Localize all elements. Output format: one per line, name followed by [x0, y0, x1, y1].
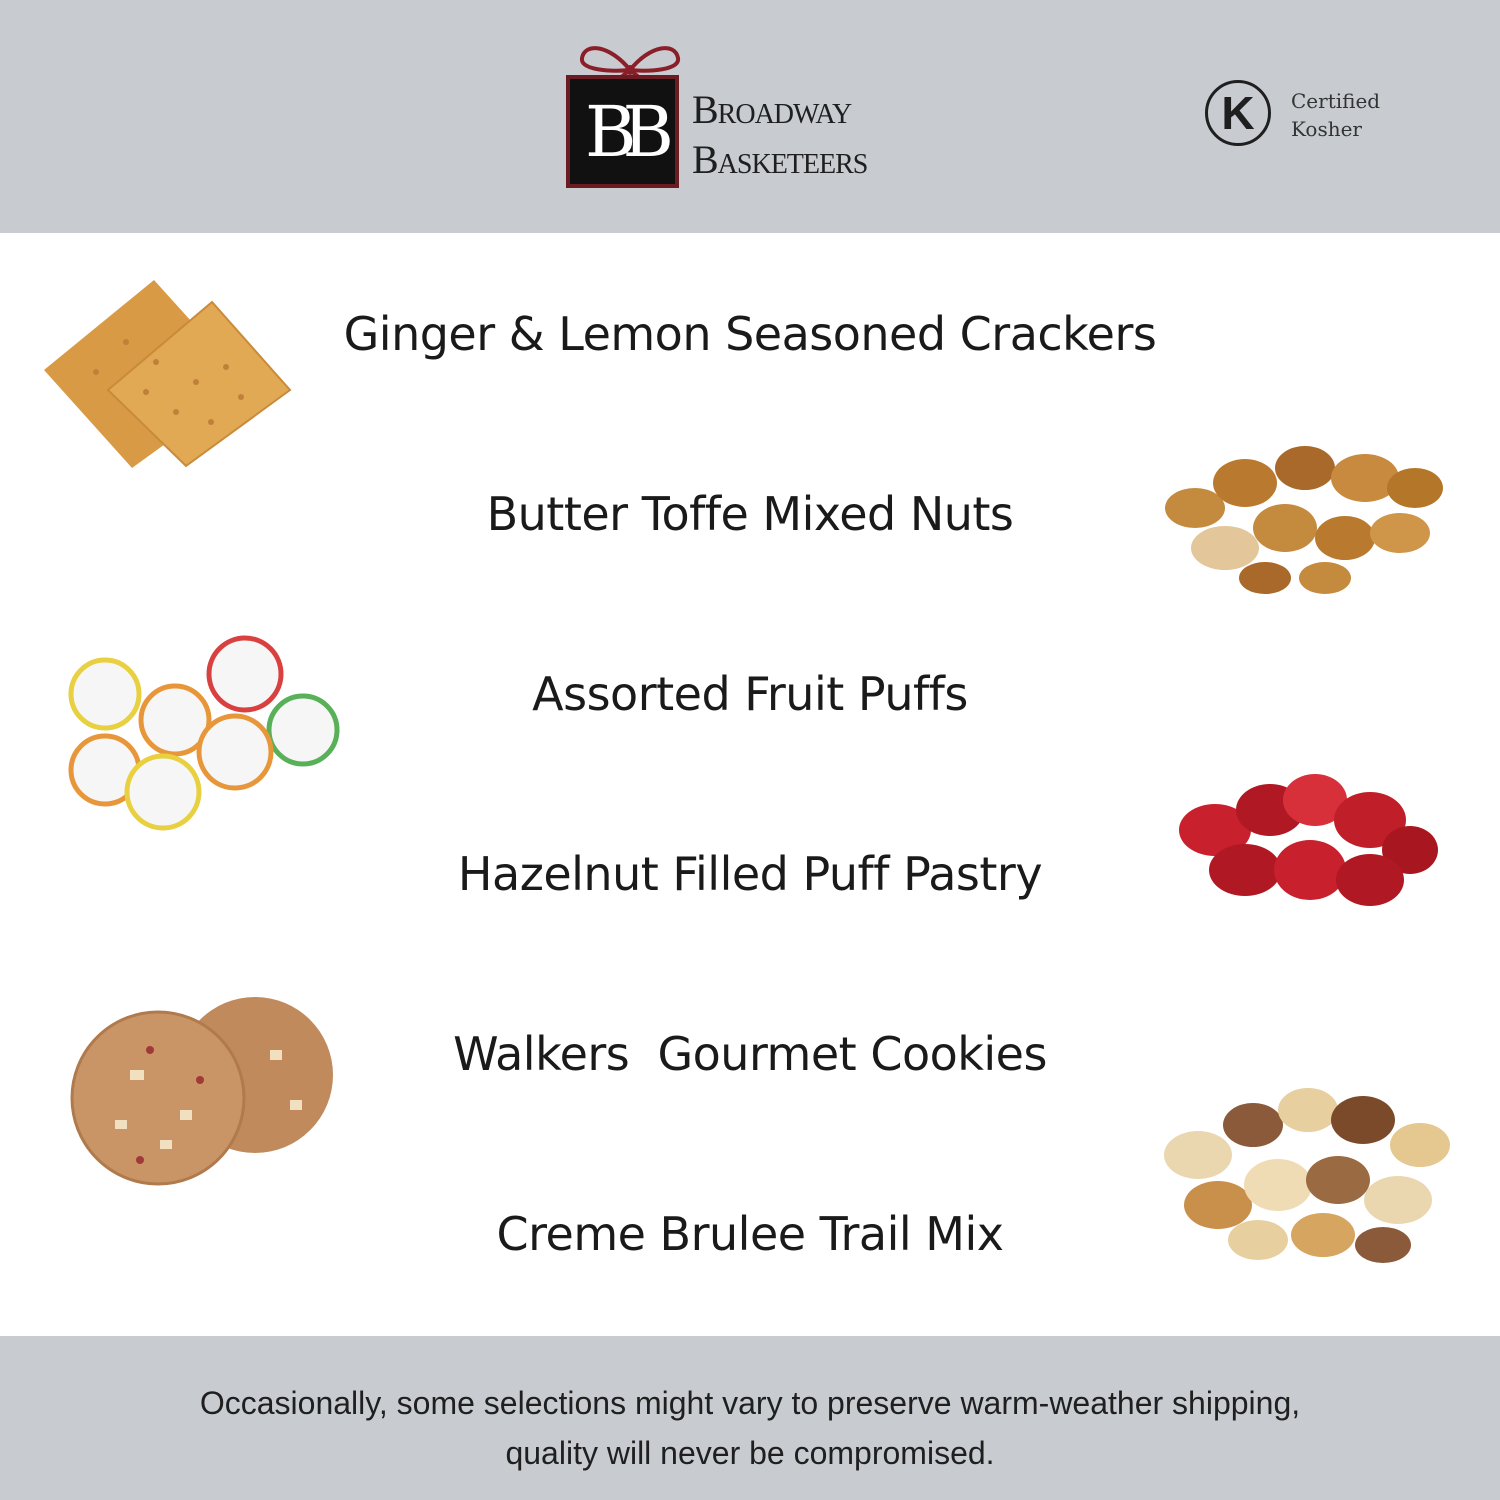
logo-monogram-box [566, 75, 679, 188]
item-label-trail-mix: Creme Brulee Trail Mix [496, 1207, 1004, 1261]
brand-name-line-1: Broadway [692, 87, 852, 132]
footer-note-line-1: Occasionally, some selections might vary to preserve warm-weather shipping, [199, 1385, 1301, 1421]
item-label-toffee-nuts: Butter Toffe Mixed Nuts [486, 487, 1014, 541]
logo-monogram: BB [585, 91, 660, 173]
item-label-cookies: Walkers Gourmet Cookies [453, 1027, 1047, 1081]
brand-name-line-2: Basketeers [692, 137, 868, 182]
kosher-label-line-2: Kosher [1291, 117, 1362, 141]
kosher-badge [1205, 80, 1405, 160]
item-label-crackers: Ginger & Lemon Seasoned Crackers [343, 307, 1157, 361]
footer-note-line-2: quality will never be compromised. [505, 1435, 995, 1471]
cookies-image [70, 990, 335, 1190]
brand-logo [566, 40, 946, 190]
item-label-puff-pastry: Hazelnut Filled Puff Pastry [457, 847, 1043, 901]
kosher-label-line-1: Certified [1291, 89, 1381, 113]
item-label-fruit-puffs: Assorted Fruit Puffs [532, 667, 968, 721]
kosher-k-icon: K [1205, 80, 1271, 146]
fruit-puffs-image [45, 632, 345, 842]
crackers-image [36, 272, 296, 472]
